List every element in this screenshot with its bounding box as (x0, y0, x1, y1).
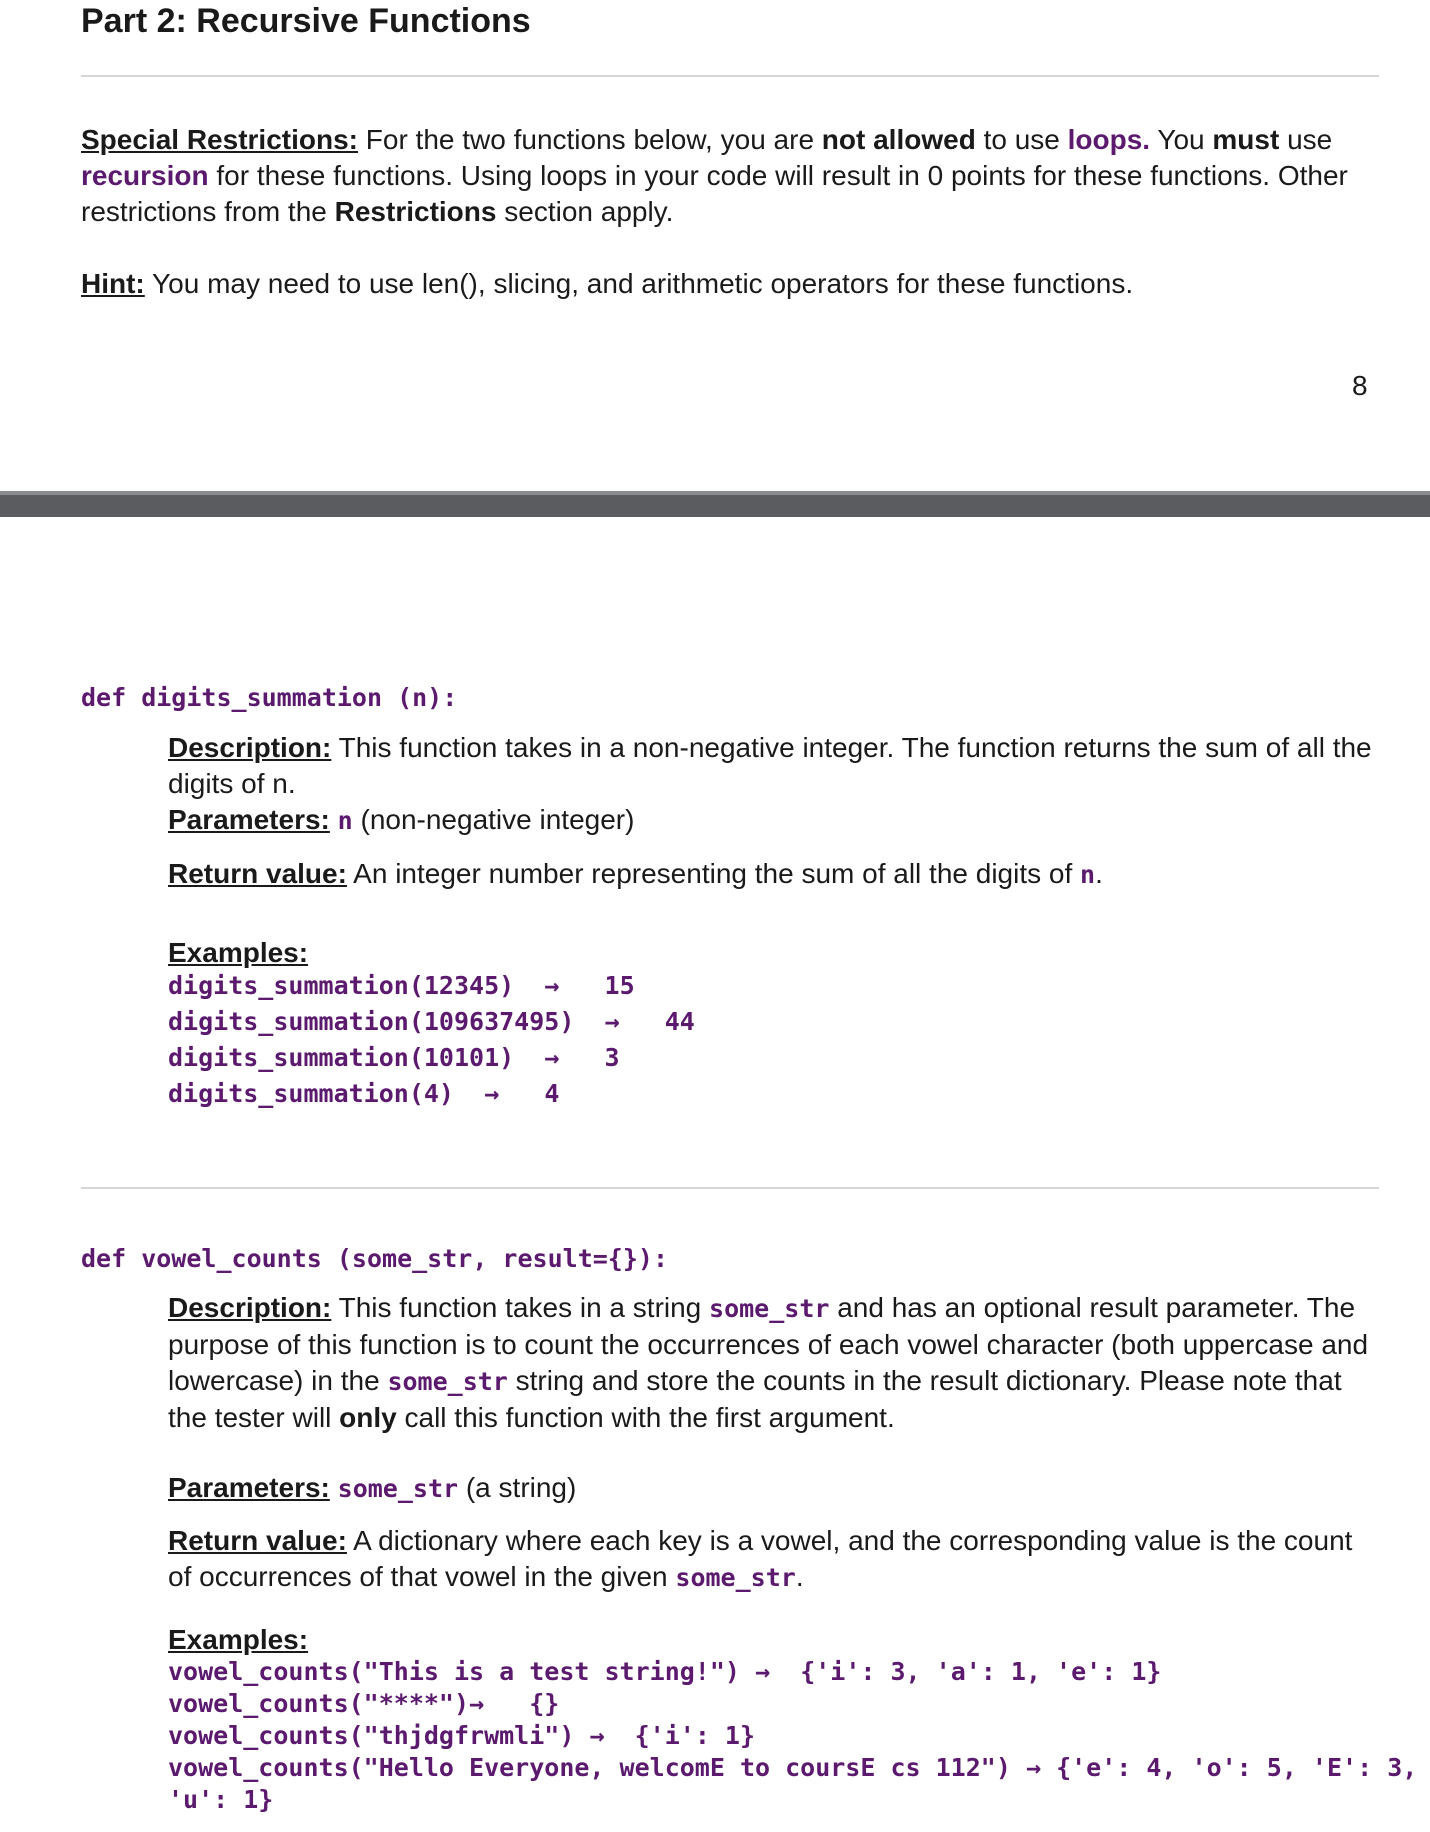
page-number: 8 (1352, 370, 1368, 401)
page-title: Part 2: Recursive Functions (81, 2, 531, 40)
example-call: digits_summation(10101) (168, 1043, 515, 1072)
restrictions-text: for these functions. Using loops in your code will result in 0 points for these functions. Other restrictions from the (81, 160, 1348, 227)
divider (81, 1187, 1379, 1189)
digits-summation-description (168, 730, 1380, 802)
example-result: {'e': 4, 'o': 5, 'E': 3, (1056, 1753, 1418, 1782)
description-text: and has an optional result parameter. The purpose of this function is to count the occurrences of each vowel character (both uppercase and lowercase) in the (168, 1292, 1369, 1396)
only-term: only (339, 1402, 397, 1433)
return-code: n (1080, 860, 1096, 889)
divider (81, 75, 1379, 77)
description-text: This function takes in a non-negative integer. The function returns the sum of all the digits of n. (168, 732, 1372, 799)
vowel-counts-examples-label (168, 1622, 1380, 1658)
restrictions-text: For the two functions below, you are (357, 124, 822, 155)
recursion-term: recursion (81, 160, 209, 191)
return-label: Return value: (168, 1525, 347, 1556)
restrictions-text: use (1279, 124, 1333, 155)
example-result: {'i': 1} (634, 1721, 756, 1750)
must-term: must (1212, 124, 1280, 155)
restrictions-text: to use (975, 124, 1068, 155)
example-line (168, 1718, 755, 1754)
example-line (168, 1040, 620, 1076)
param-code: some_str (337, 1474, 459, 1503)
example-call: vowel_counts("This is a test string!") (168, 1657, 740, 1686)
page-break-highlight (0, 491, 1430, 495)
digits-summation-parameters (168, 802, 1380, 839)
example-result: 15 (604, 971, 635, 1000)
example-line (168, 1782, 273, 1818)
example-call: digits_summation(12345) (168, 971, 515, 1000)
example-result: 'u': 1} (168, 1785, 274, 1814)
example-line (168, 1750, 1417, 1786)
digits-summation-signature: def digits_summation (n): (81, 683, 458, 712)
parameters-label: Parameters: (168, 804, 330, 835)
parameters-text: (a string) (458, 1472, 577, 1503)
vowel-counts-return (168, 1523, 1380, 1596)
example-call: vowel_counts("Hello Everyone, welcomE to coursE cs 112") (168, 1753, 1011, 1782)
restrictions-text: You (1150, 124, 1213, 155)
return-end: . (1095, 858, 1103, 889)
restrictions-text: section apply. (496, 196, 674, 227)
vowel-counts-signature: def vowel_counts (some_str, result={}): (81, 1244, 668, 1273)
some-str-code: some_str (387, 1367, 508, 1396)
example-call: vowel_counts("****") (168, 1689, 470, 1718)
arrow-icon: → (544, 971, 560, 1000)
description-text: This function takes in a string (331, 1292, 710, 1323)
example-result: 3 (604, 1043, 620, 1072)
vowel-counts-parameters (168, 1470, 1380, 1507)
param-code: n (337, 806, 353, 835)
digits-summation-examples-label (168, 935, 1380, 971)
example-line (168, 1076, 559, 1112)
special-restrictions (81, 122, 1381, 230)
description-label: Description: (168, 1292, 332, 1323)
examples-label: Examples: (168, 1624, 309, 1655)
some-str-code: some_str (709, 1294, 830, 1323)
description-text: call this function with the first argument. (396, 1402, 895, 1433)
hint-label: Hint: (81, 268, 145, 299)
arrow-icon: → (484, 1079, 500, 1108)
example-line (168, 1686, 559, 1722)
return-text: An integer number representing the sum of all the digits of (346, 858, 1081, 889)
example-call: vowel_counts("thjdgfrwmli") (168, 1721, 575, 1750)
example-result: 4 (544, 1079, 560, 1108)
arrow-icon: → (604, 1007, 620, 1036)
example-result: 44 (664, 1007, 695, 1036)
hint-text: You may need to use len(), slicing, and arithmetic operators for these functions. (144, 268, 1134, 299)
loops-term: loops. (1067, 124, 1151, 155)
example-line (168, 968, 635, 1004)
arrow-icon: → (544, 1043, 560, 1072)
examples-label: Examples: (168, 937, 309, 968)
example-call: digits_summation(4) (168, 1079, 454, 1108)
restrictions-word: Restrictions (334, 196, 497, 227)
example-call: digits_summation(109637495) (168, 1007, 575, 1036)
arrow-icon: → (1025, 1753, 1041, 1782)
arrow-icon: → (469, 1689, 485, 1718)
hint (81, 266, 1381, 302)
parameters-text: (non-negative integer) (352, 804, 635, 835)
parameters-label: Parameters: (168, 1472, 330, 1503)
description-text: string and store the counts in the result dictionary. Please note that the tester will (168, 1365, 1342, 1433)
return-label: Return value: (168, 858, 347, 889)
example-line (168, 1004, 695, 1040)
digits-summation-return (168, 856, 1380, 893)
restrictions-label: Special Restrictions: (81, 124, 358, 155)
description-label: Description: (168, 732, 332, 763)
example-line (168, 1654, 1161, 1690)
example-result: {} (529, 1689, 560, 1718)
return-end: . (795, 1561, 804, 1592)
vowel-counts-description (168, 1290, 1380, 1436)
arrow-icon: → (589, 1721, 605, 1750)
not-allowed: not allowed (821, 124, 976, 155)
example-result: {'i': 3, 'a': 1, 'e': 1} (800, 1657, 1162, 1686)
return-text: A dictionary where each key is a vowel, and the corresponding value is the count of occurrences of that vowel in the given (168, 1525, 1353, 1592)
arrow-icon: → (755, 1657, 771, 1686)
return-code: some_str (675, 1563, 796, 1592)
